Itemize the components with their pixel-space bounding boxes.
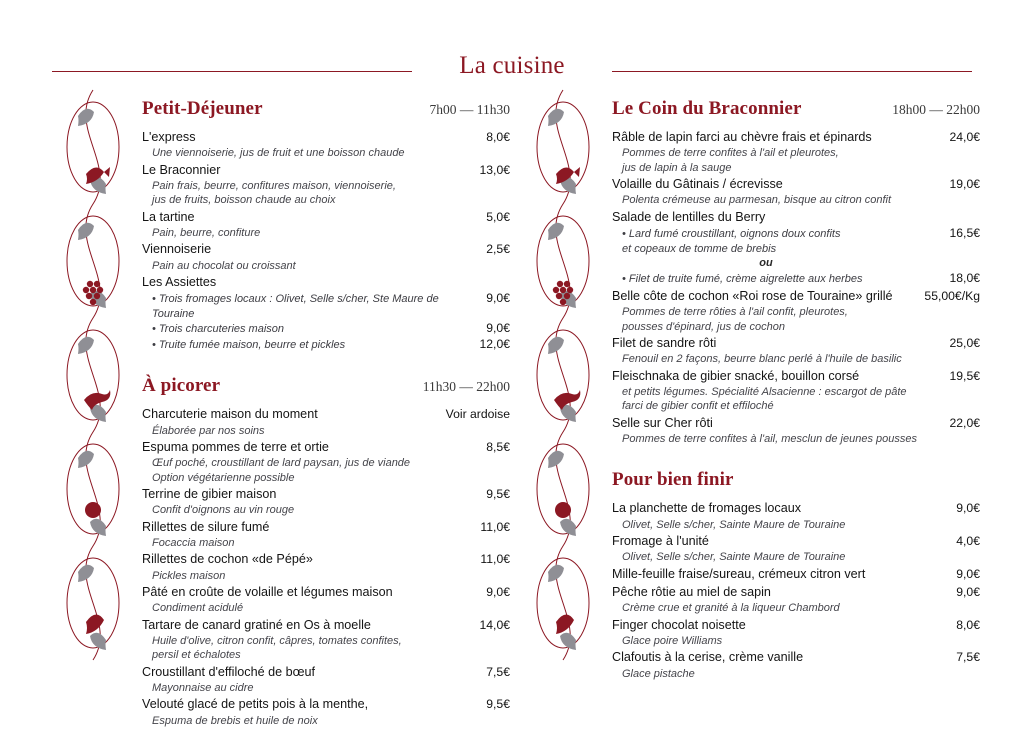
item-name: Espuma pommes de terre et ortie — [142, 440, 329, 455]
item-description: Polenta crémeuse au parmesan, bisque au citron confit — [622, 194, 892, 207]
item-name: Rillettes de cochon «de Pépé» — [142, 552, 313, 567]
item-name: Pêche rôtie au miel de sapin — [612, 584, 771, 599]
section-pour-bien-finir — [612, 469, 980, 681]
item-price: 4,0€ — [956, 533, 980, 548]
item-description: Glace poire Williams — [622, 635, 723, 647]
variant-price: 18,0€ — [949, 271, 980, 286]
section-title: Le Coin du Braconnier — [612, 98, 802, 119]
section-header — [612, 469, 980, 491]
item-name: La planchette de fromages locaux — [612, 501, 802, 516]
item-variant — [142, 321, 510, 337]
menu-item — [142, 584, 510, 616]
menu-item — [142, 519, 510, 551]
menu-item — [612, 176, 980, 208]
item-name: Belle côte de cochon «Roi rose de Touraine» grillé — [612, 288, 893, 303]
item-price: 8,5€ — [486, 440, 510, 455]
item-price: 8,0€ — [486, 130, 510, 144]
menu-item — [612, 415, 980, 447]
item-price: 5,0€ — [486, 209, 510, 224]
item-description: Focaccia maison — [152, 537, 235, 550]
menu-header — [0, 52, 1024, 92]
vine-ornament-left-icon — [62, 88, 124, 688]
menu-item — [612, 566, 980, 583]
menu-item — [142, 664, 510, 696]
item-description: Œuf poché, croustillant de lard paysan, jus de viande Option végétarienne possible — [152, 457, 411, 484]
item-description: Espuma de brebis et huile de noix — [152, 714, 318, 727]
section-header — [142, 375, 510, 397]
item-price: 9,0€ — [956, 584, 980, 599]
item-price: 24,0€ — [949, 130, 980, 144]
item-name: Rillettes de silure fumé — [142, 519, 270, 534]
item-name: Clafoutis à la cerise, crème vanille — [612, 650, 804, 665]
menu-column-left — [142, 98, 510, 732]
variant-name: • Truite fumée maison, beurre et pickles — [152, 338, 346, 351]
item-description: Pain au chocolat ou croissant — [152, 259, 296, 272]
item-name: Finger chocolat noisette — [612, 617, 746, 632]
variant-name: • Filet de truite fumé, crème aigrelette aux herbes — [622, 273, 863, 286]
item-name: Viennoiserie — [142, 242, 212, 257]
menu-item — [612, 533, 980, 565]
item-variant — [142, 291, 510, 321]
item-description: Olivet, Selle s/cher, Sainte Maure de Touraine — [622, 551, 846, 564]
section-title: Petit-Déjeuner — [142, 98, 263, 119]
variant-name: • Trois fromages locaux : Olivet, Selle s/cher, Ste Maure de Touraine — [152, 293, 439, 320]
menu-item — [612, 500, 980, 532]
item-price: 55,00€/Kg — [924, 288, 980, 303]
variant-price: 9,0€ — [486, 321, 510, 336]
item-name: Charcuterie maison du moment — [142, 407, 318, 422]
menu-item — [612, 584, 980, 616]
section-hours: 11h30 — 22h00 — [422, 379, 510, 395]
item-description: Pain frais, beurre, confitures maison, viennoiserie, jus de fruits, boisson chaude au choix — [152, 180, 396, 207]
item-name: Terrine de gibier maison — [142, 487, 277, 502]
section-header — [142, 98, 510, 120]
item-price: 2,5€ — [486, 242, 510, 257]
menu-item — [612, 368, 980, 414]
item-description: Une viennoiserie, jus de fruit et une boisson chaude — [152, 147, 405, 160]
section-title: Pour bien finir — [612, 469, 734, 491]
item-name: Salade de lentilles du Berry — [612, 209, 766, 224]
item-description: Élaborée par nos soins — [152, 424, 265, 437]
variant-name: • Trois charcuteries maison — [152, 323, 285, 336]
variant-name: • Lard fumé croustillant, oignons doux confits et copeaux de tomme de brebis — [622, 228, 841, 255]
item-name: Le Braconnier — [142, 162, 221, 177]
item-name: Mille-feuille fraise/sureau, crémeux citron vert — [612, 566, 866, 581]
section-hours: 18h00 — 22h00 — [892, 102, 980, 117]
menu-item — [142, 129, 510, 161]
item-name: Les Assiettes — [142, 274, 217, 289]
variant-price: 16,5€ — [949, 226, 980, 241]
item-name: Selle sur Cher rôti — [612, 415, 713, 430]
item-name: Filet de sandre rôti — [612, 335, 717, 350]
menu-item — [612, 617, 980, 649]
section-coin-du-braconnier — [612, 98, 980, 446]
item-description: Huile d'olive, citron confit, câpres, tomates confites, persil et échalotes — [152, 635, 402, 662]
item-name: Tartare de canard gratiné en Os à moelle — [142, 617, 371, 632]
item-description: Pommes de terre confites à l'ail, mesclun de jeunes pousses — [622, 432, 917, 445]
item-description: Mayonnaise au cidre — [152, 682, 254, 695]
item-name: Fromage à l'unité — [612, 533, 709, 548]
item-description: Condiment acidulé — [152, 602, 244, 615]
item-name: Râble de lapin farci au chèvre frais et épinards — [612, 130, 872, 144]
menu-item — [142, 486, 510, 518]
section-header — [612, 98, 980, 120]
menu-item — [612, 129, 980, 175]
menu-item — [142, 696, 510, 728]
item-price: 9,5€ — [486, 697, 510, 712]
variant-price: 12,0€ — [479, 336, 510, 351]
item-description: Pain, beurre, confiture — [152, 227, 261, 240]
item-name: Croustillant d'effiloché de bœuf — [142, 664, 315, 679]
item-price: 25,0€ — [949, 335, 980, 350]
menu-item — [612, 649, 980, 681]
item-name: Pâté en croûte de volaille et légumes maison — [142, 585, 393, 600]
item-description: et petits légumes. Spécialité Alsacienne : escargot de pâte farci de gibier confit et effiloché — [622, 385, 907, 413]
item-name: Volaille du Gâtinais / écrevisse — [612, 176, 783, 191]
item-price: 13,0€ — [479, 162, 510, 177]
menu-item — [142, 551, 510, 583]
item-price: 19,5€ — [949, 368, 980, 383]
menu-item — [142, 617, 510, 663]
vine-ornament-right-icon — [532, 88, 594, 688]
page-title: La cuisine — [459, 52, 565, 79]
item-name: Fleischnaka de gibier snacké, bouillon corsé — [612, 368, 860, 383]
item-name: L'express — [142, 130, 196, 144]
item-price: 8,0€ — [956, 617, 980, 632]
item-variant — [612, 271, 980, 287]
item-description: Glace pistache — [622, 667, 695, 680]
item-price: 9,0€ — [956, 501, 980, 516]
item-description: Pickles maison — [152, 569, 226, 582]
item-name: Velouté glacé de petits pois à la menthe, — [142, 697, 369, 712]
menu-item — [142, 241, 510, 273]
item-price: 9,0€ — [486, 585, 510, 600]
item-price: 9,5€ — [486, 487, 510, 502]
item-description: Olivet, Selle s/cher, Sainte Maure de Touraine — [622, 518, 846, 531]
menu-item — [142, 406, 510, 438]
item-description: Pommes de terre confites à l'ail et pleurotes, jus de lapin à la sauge — [622, 147, 839, 174]
menu-item — [142, 439, 510, 485]
menu-column-right — [612, 98, 980, 685]
section-petit-dejeuner — [142, 98, 510, 352]
variant-price: 9,0€ — [486, 291, 510, 306]
section-title: À picorer — [142, 375, 221, 397]
section-a-picorer — [142, 375, 510, 728]
menu-item — [142, 274, 510, 352]
item-price: 7,5€ — [956, 650, 980, 665]
menu-item — [142, 162, 510, 208]
menu-item — [612, 209, 980, 287]
item-price: Voir ardoise — [445, 407, 510, 422]
item-description: Crème crue et granité à la liqueur Chambord — [622, 602, 840, 615]
item-price: 14,0€ — [479, 617, 510, 632]
menu-item — [612, 288, 980, 334]
item-name: La tartine — [142, 209, 195, 224]
menu-item — [142, 209, 510, 241]
section-hours: 7h00 — 11h30 — [429, 102, 510, 117]
item-price: 19,0€ — [949, 176, 980, 191]
item-variant — [612, 226, 980, 256]
item-price: 9,0€ — [956, 566, 980, 581]
item-description: Fenouil en 2 façons, beurre blanc perlé à l'huile de basilic — [622, 353, 902, 366]
item-price: 11,0€ — [480, 519, 510, 534]
item-price: 11,0€ — [480, 552, 510, 567]
variant-separator: ou — [759, 257, 773, 270]
item-description: Confit d'oignons au vin rouge — [152, 504, 295, 517]
item-price: 7,5€ — [486, 664, 510, 679]
item-description: Pommes de terre rôties à l'ail confit, pleurotes, pousses d'épinard, jus de cochon — [622, 306, 848, 333]
item-variant — [142, 337, 510, 353]
menu-item — [612, 335, 980, 367]
item-price: 22,0€ — [949, 415, 980, 430]
